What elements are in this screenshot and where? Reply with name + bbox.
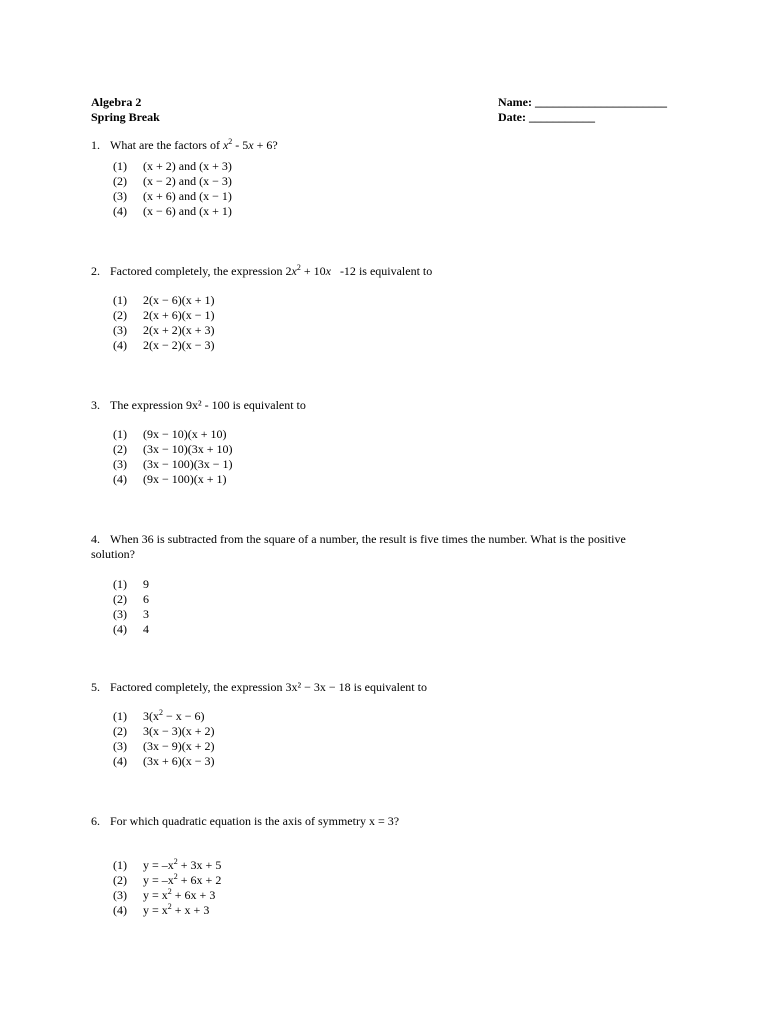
answer-options [113,427,671,487]
option-3: (3) (3x − 100)(3x − 1) [113,457,233,471]
answer-options [113,709,671,769]
option-3: (3) (3x − 9)(x + 2) [113,739,215,753]
option-4: (4) 2(x − 2)(x − 3) [113,338,215,352]
question-2 [91,264,671,353]
option-2: (2) 2(x + 6)(x − 1) [113,308,215,322]
option-1: (1) (9x − 10)(x + 10) [113,427,227,441]
answer-options [113,577,671,637]
option-1: (1) $3(x^2 - x - 6)$ [113,708,205,723]
option-3: (3) 3 [113,607,149,621]
question-number: 5. [91,680,100,694]
option-1: (1) 9 [113,577,149,591]
option-1: (1) 2(x − 6)(x + 1) [113,293,215,307]
option-4: (4) (3x + 6)(x − 3) [113,754,215,768]
course-subtitle: Spring Break [91,110,160,124]
question-number: 2. [91,264,100,278]
question-text: 1. What are the factors of $x^2 - 5x + 6$? [91,137,278,152]
question-number: 4. [91,532,100,546]
option-3: (3) (x + 6) and (x − 1) [113,189,232,203]
option-2: (2) (x − 2) and (x − 3) [113,174,232,188]
option-1: (1) $y = -x^2 + 3x + 5$ [113,857,222,872]
answer-options [113,159,671,219]
header-right [498,95,667,125]
header-left [91,95,160,125]
option-2: (2) 6 [113,592,149,606]
question-6 [91,814,671,918]
date-field: Date: ___________ [498,110,595,124]
question-text-continued: solution? [91,547,135,561]
question-text: 3. The expression 9x² - 100 is equivalent to [91,398,306,412]
option-3: (3) $y = x^2 + 6x + 3$ [113,887,216,902]
question-3 [91,398,671,487]
option-4: (4) 4 [113,622,149,636]
option-2: (2) 3(x − 3)(x + 2) [113,724,215,738]
question-number: 6. [91,814,100,828]
option-4: (4) $y = x^2 + x + 3$ [113,902,210,917]
question-text: 6. For which quadratic equation is the axis of symmetry x = 3? [91,814,400,828]
course-title: Algebra 2 [91,95,142,109]
question-1 [91,138,671,219]
answer-options [113,858,671,918]
option-4: (4) (x − 6) and (x + 1) [113,204,232,218]
answer-options [113,293,671,353]
option-4: (4) (9x − 100)(x + 1) [113,472,227,486]
question-number: 1. [91,138,100,152]
question-text: 4. When 36 is subtracted from the square of a number, the result is five times the number. What is the positive [91,532,626,546]
option-3: (3) 2(x + 2)(x + 3) [113,323,215,337]
question-5 [91,680,671,769]
name-field: Name: ______________________ [498,95,667,109]
option-1: (1) (x + 2) and (x + 3) [113,159,232,173]
question-text: 2. Factored completely, the expression $2x^2 + 10x$ -12 is equivalent to [91,263,433,278]
question-number: 3. [91,398,100,412]
option-2: (2) (3x − 10)(3x + 10) [113,442,233,456]
question-text: 5. Factored completely, the expression 3x² − 3x − 18 is equivalent to [91,680,427,694]
question-4 [91,532,671,637]
option-2: (2) $y = -x^2 + 6x + 2$ [113,872,222,887]
